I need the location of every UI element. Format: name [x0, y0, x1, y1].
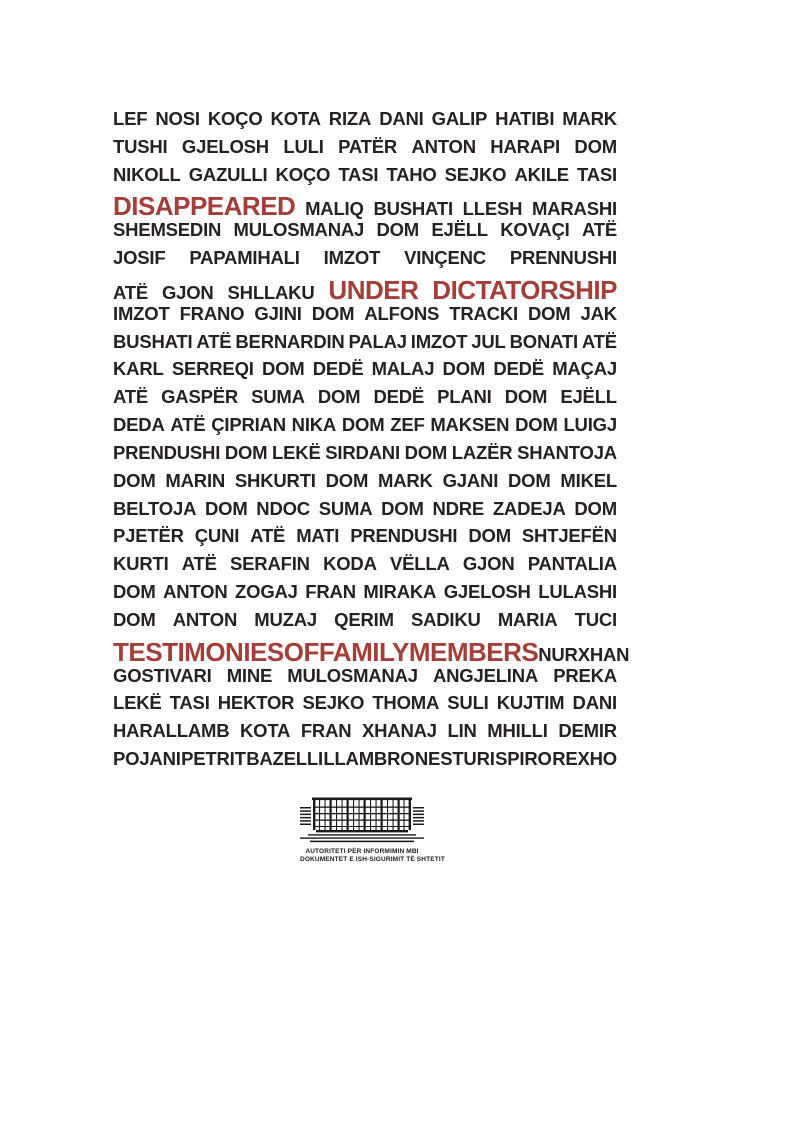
logo-caption-line2: DOKUMENTET E ISH-SIGURIMIT TË SHTETIT	[300, 855, 445, 863]
name-word: DOM	[574, 135, 617, 157]
name-word: DOM	[113, 581, 156, 603]
name-word: GJON	[462, 553, 515, 575]
highlight-word: MEMBERS	[408, 636, 539, 667]
name-word: AKILE	[514, 163, 569, 185]
name-word: IMZOT	[323, 247, 381, 269]
name-word: DOM	[574, 497, 617, 519]
name-word: JUL	[471, 330, 506, 352]
name-word: MARK	[562, 108, 617, 129]
name-word: GASPËR	[161, 386, 239, 408]
name-word: DEDË	[373, 386, 425, 408]
name-word: KOTA	[239, 720, 291, 742]
highlight-word: DISAPPEARED	[113, 191, 296, 222]
name-word: LIN	[447, 720, 477, 742]
name-word: MALIQ	[305, 198, 364, 220]
name-word: ÇUNI	[194, 525, 240, 547]
highlight-word: TESTIMONIES	[113, 636, 284, 667]
name-word: ZEF	[390, 414, 425, 436]
name-word: MARK	[378, 469, 433, 491]
name-word: HARAPI	[490, 135, 561, 157]
name-word: BERNARDIN	[235, 330, 345, 352]
name-word: NIKA	[291, 414, 337, 436]
name-line	[113, 665, 617, 693]
name-word: EJËLL	[560, 386, 617, 408]
name-word: ATË	[181, 553, 217, 575]
name-word: MULOSMANAJ	[287, 664, 418, 686]
name-word: DANI	[572, 692, 617, 714]
name-word: IMZOT	[410, 330, 468, 352]
name-word: MINE	[226, 664, 273, 686]
name-word: DANI	[379, 108, 424, 129]
name-word: DOM	[224, 441, 268, 463]
name-word: PALAJ	[348, 330, 407, 352]
name-word: IMZOT	[113, 302, 170, 324]
highlight-word: FAMILY	[318, 636, 409, 667]
name-word: TRACKI	[449, 302, 518, 324]
name-line	[113, 331, 617, 359]
name-word: DOM	[442, 358, 486, 380]
name-word: JAK	[580, 302, 617, 324]
name-word: ATË	[250, 525, 286, 547]
name-word: PRENNUSHI	[509, 247, 617, 269]
name-word: THOMA	[372, 692, 440, 714]
name-word: LLESH	[462, 198, 523, 220]
name-word: ANTON	[163, 581, 228, 603]
name-word: TASI	[338, 163, 379, 185]
name-word: NESTURI	[414, 748, 495, 770]
name-word: MIRAKA	[363, 581, 437, 603]
name-word: ATË	[113, 386, 149, 408]
name-word: KODA	[323, 553, 377, 575]
name-word: ALFONS	[364, 302, 440, 324]
name-word: TUSHI	[113, 135, 168, 157]
name-word: PJETËR	[113, 525, 184, 547]
name-word: ATË	[196, 330, 232, 352]
name-word: MAÇAJ	[552, 358, 617, 380]
name-line	[113, 164, 617, 192]
name-word: HARALLAMB	[113, 720, 230, 742]
logo-caption-line1: AUTORITETI PËR INFORMIMIN MBI	[305, 848, 419, 855]
publisher-logo	[300, 796, 445, 863]
name-word: GJON	[161, 281, 214, 303]
name-line	[113, 498, 617, 526]
name-word: GJINI	[254, 302, 302, 324]
name-word: MIKEL	[560, 469, 617, 491]
name-line	[113, 358, 617, 386]
name-word: TASI	[577, 163, 617, 185]
name-word: FRAN	[305, 581, 356, 603]
name-word: SIRDANI	[325, 441, 400, 463]
name-word: ATË	[170, 414, 206, 436]
name-word: SUMA	[318, 497, 373, 519]
name-line	[113, 636, 630, 667]
name-word: LEKË	[272, 441, 321, 463]
name-word: PATËR	[338, 135, 398, 157]
name-line	[113, 386, 617, 414]
name-word: SERREQI	[171, 358, 254, 380]
name-word: KARL	[113, 358, 164, 380]
name-word: PREKA	[553, 664, 617, 686]
name-word: REXHO	[552, 748, 617, 770]
name-word: MULOSMANAJ	[233, 219, 365, 241]
name-word: ATË	[581, 219, 617, 241]
name-word: SHKURTI	[234, 469, 316, 491]
name-word: MARIA	[497, 608, 558, 630]
name-line	[113, 275, 617, 303]
name-word: DOM	[381, 497, 424, 519]
name-line	[113, 247, 617, 275]
name-word: ÇIPRIAN	[211, 414, 286, 436]
name-word: DOM	[376, 219, 420, 241]
name-word: DOM	[261, 358, 305, 380]
name-word: LULASHI	[538, 581, 617, 603]
name-word: ZADEJA	[492, 497, 566, 519]
name-line	[113, 692, 617, 720]
name-word: DOM	[515, 414, 558, 436]
name-word: PRENDUSHI	[350, 525, 458, 547]
name-word: GALIP	[431, 108, 488, 129]
name-word: SUMA	[251, 386, 305, 408]
name-word: ANTON	[411, 135, 476, 157]
name-word: KOÇO	[275, 163, 331, 185]
name-word: PRENDUSHI	[113, 441, 221, 463]
name-word: GJANI	[442, 469, 499, 491]
name-word: DOM	[508, 469, 551, 491]
highlight-word: OF	[283, 636, 319, 667]
name-line	[113, 720, 617, 748]
name-word: FRANO	[179, 302, 245, 324]
name-line	[113, 553, 617, 581]
name-word: GJELOSH	[181, 135, 269, 157]
name-word: SEJKO	[444, 163, 507, 185]
name-line	[113, 219, 617, 247]
name-word: ATË	[113, 281, 149, 303]
name-word: PANTALIA	[527, 553, 617, 575]
name-word: ANGJELINA	[432, 664, 539, 686]
name-word: MUZAJ	[254, 608, 318, 630]
name-word: JOSIF	[113, 247, 166, 269]
name-word: FRAN	[300, 720, 352, 742]
name-word: DEDË	[312, 358, 364, 380]
name-line	[113, 303, 617, 331]
name-word: TAHO	[386, 163, 437, 185]
name-word: MALAJ	[371, 358, 435, 380]
name-line	[113, 136, 617, 164]
highlight-word: DICTATORSHIP	[432, 274, 617, 305]
name-word: ATË	[581, 330, 617, 352]
name-word: SADIKU	[410, 608, 481, 630]
name-word: LULI	[283, 135, 324, 157]
name-word: DOM	[468, 525, 511, 547]
name-word: SERAFIN	[230, 553, 310, 575]
name-word: SHLLAKU	[227, 281, 315, 303]
name-word: DOM	[204, 497, 248, 519]
name-word: DOM	[527, 302, 571, 324]
name-word: DOM	[404, 441, 448, 463]
name-word: KOÇO	[207, 108, 263, 129]
name-word: HEKTOR	[217, 692, 295, 714]
name-word: DEDA	[113, 414, 165, 436]
name-word: NURXHAN	[538, 643, 630, 665]
name-word: PETRIT	[181, 748, 246, 770]
name-word: KOTA	[270, 108, 321, 129]
name-word: BUSHATI	[113, 330, 193, 352]
name-word: KOVAÇI	[500, 219, 570, 241]
name-word: NDOC	[256, 497, 310, 519]
name-word: DOM	[311, 302, 355, 324]
name-word: SHTJEFËN	[521, 525, 617, 547]
name-word: MATI	[296, 525, 340, 547]
name-line	[113, 609, 617, 637]
name-word: LUIGJ	[563, 414, 617, 436]
name-word: LLAMBRO	[323, 748, 415, 770]
name-word: BELTOJA	[113, 497, 197, 519]
name-word: SHEMSEDIN	[113, 219, 222, 241]
name-word: SHANTOJA	[517, 441, 617, 463]
name-word: LAZËR	[451, 441, 513, 463]
name-word: KUJTIM	[496, 692, 565, 714]
name-word: BONATI	[509, 330, 578, 352]
name-word: DOM	[504, 386, 548, 408]
name-word: MAKSEN	[430, 414, 510, 436]
name-word: ZOGAJ	[235, 581, 298, 603]
name-word: DOM	[341, 414, 385, 436]
name-word: NOSI	[155, 108, 200, 129]
name-line	[113, 191, 617, 222]
name-word: PAPAMIHALI	[189, 247, 300, 269]
name-word: GOSTIVARI	[113, 664, 212, 686]
name-word: GJELOSH	[443, 581, 531, 603]
building-logo-icon	[300, 796, 424, 846]
name-line	[113, 581, 617, 609]
name-word: NDRE	[432, 497, 485, 519]
name-word: RIZA	[328, 108, 372, 129]
name-word: SPIRO	[495, 748, 552, 770]
name-word: DOM	[113, 608, 156, 630]
name-word: POJANI	[113, 748, 181, 770]
name-word: KURTI	[113, 553, 169, 575]
name-word: DEDË	[493, 358, 544, 380]
name-word: TUCI	[574, 608, 617, 630]
name-word: GAZULLI	[188, 163, 268, 185]
name-word: DOM	[325, 469, 369, 491]
name-word: ANTON	[172, 608, 238, 630]
name-word: MARASHI	[532, 198, 617, 220]
name-word: SEJKO	[302, 692, 365, 714]
name-word: BAZELLI	[246, 748, 323, 770]
name-word: PLANI	[437, 386, 492, 408]
name-word: HATIBI	[495, 108, 555, 129]
name-word: QERIM	[334, 608, 394, 630]
name-word: DOM	[113, 469, 156, 491]
names-wordcloud	[113, 108, 630, 776]
name-word: MHILLI	[487, 720, 548, 742]
name-word: DOM	[317, 386, 361, 408]
name-word: VËLLA	[389, 553, 450, 575]
name-word: LEKË	[113, 692, 162, 714]
name-word: MARIN	[165, 469, 226, 491]
name-word: VINÇENC	[404, 247, 486, 269]
name-word: LEF	[113, 108, 148, 129]
highlight-word: UNDER	[328, 274, 419, 305]
name-word: NIKOLL	[113, 163, 181, 185]
name-line	[113, 108, 617, 136]
name-word: SULI	[447, 692, 489, 714]
name-word: XHANAJ	[362, 720, 437, 742]
name-line	[113, 414, 617, 442]
name-line	[113, 525, 617, 553]
name-word: DEMIR	[558, 720, 617, 742]
name-word: TASI	[169, 692, 210, 714]
name-word: BUSHATI	[373, 198, 453, 220]
name-line	[113, 748, 617, 776]
name-line	[113, 470, 617, 498]
name-line	[113, 442, 617, 470]
name-word: EJËLL	[431, 219, 488, 241]
